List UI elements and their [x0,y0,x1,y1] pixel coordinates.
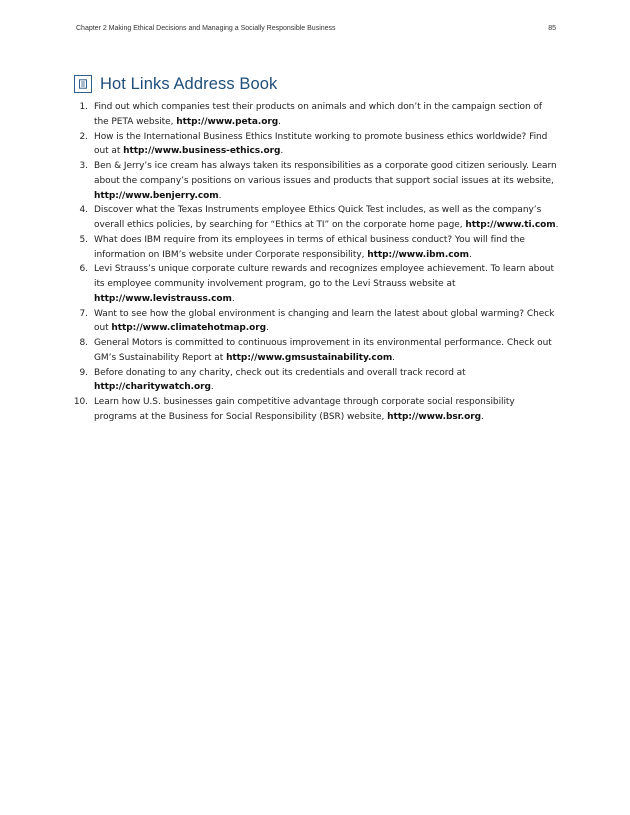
item-text: Ben & Jerry’s ice cream has always taken its responsibilities as a corporate good citizen seriously. Learn about the company’s positions on various issues and products that support social issues at its website, [94,161,557,186]
item-link[interactable]: http://www.climatehotmap.org [111,323,267,334]
item-number: 9. [79,367,88,378]
item-link[interactable]: http://www.levistrauss.com [94,293,232,304]
item-link[interactable]: http://www.business-ethics.org [123,146,281,157]
list-item [79,159,559,203]
running-header-chapter: Chapter 2 Making Ethical Decisions and Managing a Socially Responsible Business [76,25,336,32]
item-text: How is the International Business Ethics Institute working to promote business ethics worldwide? Find out at [94,131,548,157]
list-item [79,130,559,160]
item-punctuation: . [481,411,484,422]
item-number: 8. [79,338,88,348]
address-book-icon [74,75,92,93]
item-text: Find out which companies test their products on animals and which don’t in the campaign section of the PETA website, [94,102,543,127]
hot-links-list [73,100,559,425]
list-item [79,307,559,337]
item-link[interactable]: http://www.peta.org [176,116,279,127]
item-number: 7. [79,308,88,319]
item-link[interactable]: http://www.bsr.org [387,411,482,422]
item-link[interactable]: http://www.ti.com [465,220,556,230]
item-text: Learn how U.S. businesses gain competitive advantage through corporate social responsibility programs at the Business for Social Responsibility (BSR) website, [94,397,515,422]
item-punctuation: . [278,116,281,127]
item-text: What does IBM require from its employees in terms of ethical business conduct? You will find the information on IBM’s website under Corporate responsibility, [94,234,525,260]
item-number: 10. [73,397,88,407]
item-number: 6. [79,264,88,275]
list-item [79,262,559,306]
item-punctuation: . [469,249,472,260]
item-link[interactable]: http://charitywatch.org [94,382,211,393]
item-punctuation: . [392,352,395,363]
list-item [79,100,559,130]
item-number: 4. [79,205,88,216]
item-link[interactable]: http://www.ibm.com [367,249,470,260]
list-item [73,395,559,425]
list-item [79,203,559,233]
item-punctuation: . [280,146,284,157]
item-punctuation: . [210,382,214,393]
list-item [79,233,559,263]
section-heading [74,72,277,96]
page-number: 85 [548,25,556,32]
item-text: Discover what the Texas Instruments employee Ethics Quick Test includes, as well as the company’s overall ethics policies, by searching for “Ethics at TI” on the corporate home page, [94,205,542,230]
item-link[interactable]: http://www.gmsustainability.com [226,352,393,363]
item-punctuation: . [555,220,559,230]
item-text: General Motors is committed to continuous improvement in its environmental performance. Check out GM’s Sustainability Report at [94,338,552,363]
item-punctuation: . [218,190,222,201]
item-link[interactable]: http://www.benjerry.com [94,190,219,201]
item-punctuation: . [231,293,235,304]
item-text: Want to see how the global environment is changing and learn the latest about global warming? Check out [94,308,555,334]
item-punctuation: . [266,323,269,334]
list-item [79,336,559,366]
item-text: Levi Strauss’s unique corporate culture rewards and recognizes employee achievement. To learn about its employee community involvement program, go to the Levi Strauss website at [94,264,554,289]
page-header [76,25,556,37]
item-text: Before donating to any charity, check out its credentials and overall track record at [94,367,466,378]
list-item [79,366,559,396]
item-number: 1. [79,102,88,112]
item-number: 2. [79,131,88,142]
item-number: 5. [79,234,88,245]
section-title: Hot Links Address Book [100,74,278,93]
item-number: 3. [79,161,88,171]
